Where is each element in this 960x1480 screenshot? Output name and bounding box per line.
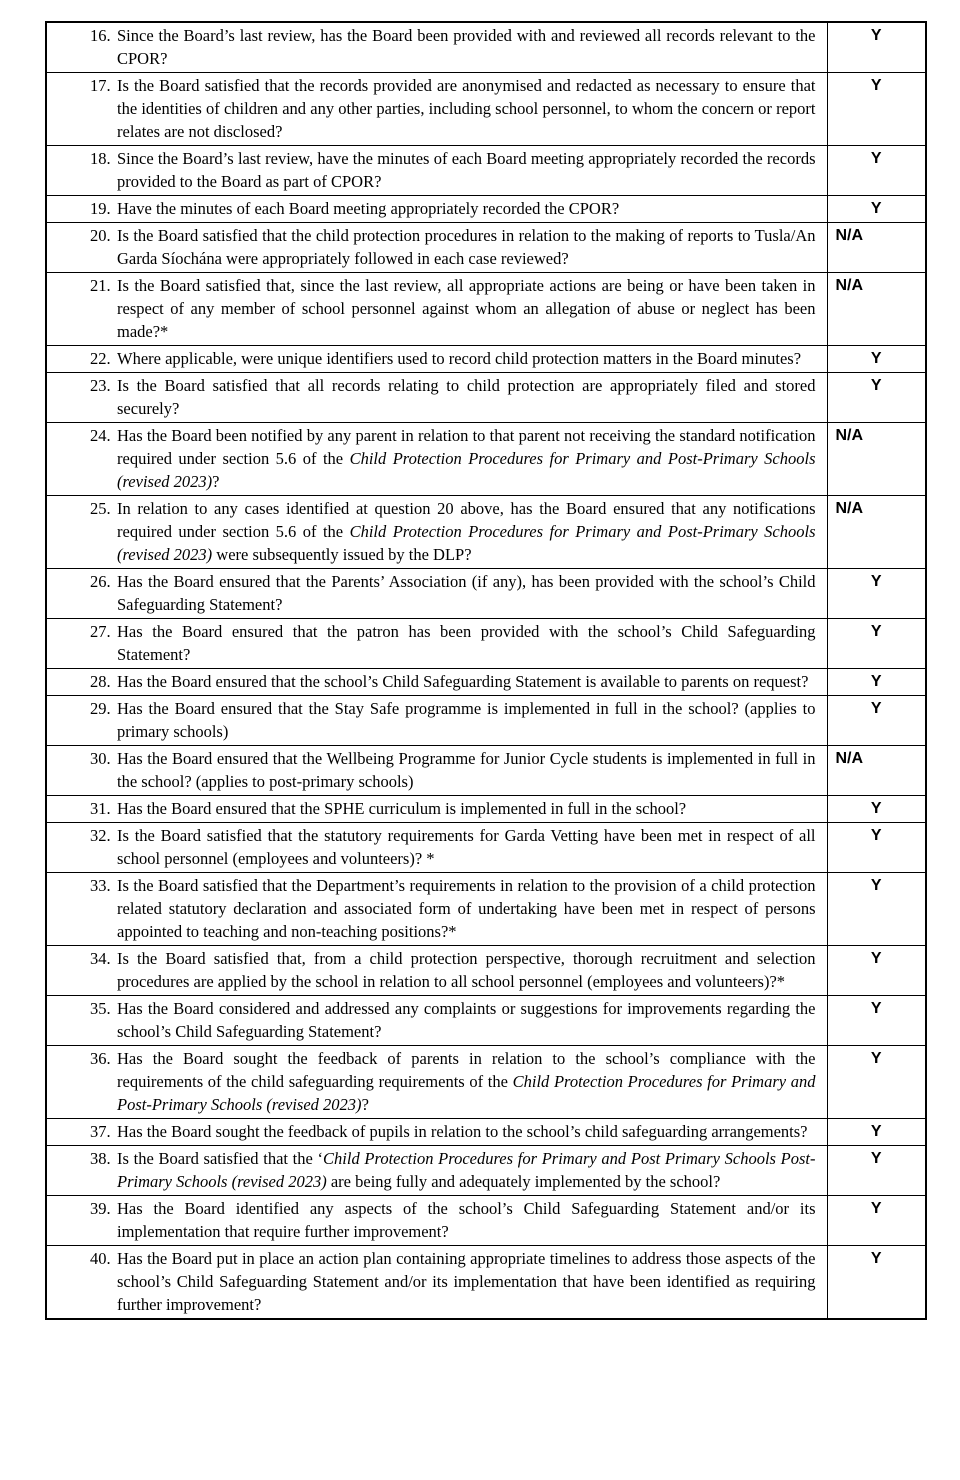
question-text-segment: Has the Board put in place an action plan containing appropriate timelines to address those aspects of the school’s Child Safeguarding Statement and/or its implementation that have been identified as requiring further improvement? — [117, 1249, 816, 1314]
answer-value: Y — [870, 1150, 882, 1167]
answer-value: Y — [870, 877, 882, 894]
answer-cell — [827, 22, 926, 73]
question-text — [117, 1049, 816, 1114]
answer-cell — [827, 696, 926, 746]
question-cell — [46, 496, 827, 569]
answer-cell — [827, 1046, 926, 1119]
question-text-segment: In relation to any cases identified at question 20 above, has the Board ensured that any notifications required under section 5.6 of the — [117, 499, 816, 541]
table-row — [46, 423, 926, 496]
question-text-segment: Is the Board satisfied that the Department’s requirements in relation to the provision of a child protection related statutory declaration and associated form of undertaking have been met in respect of persons appointed to teaching and non-teaching positions?* — [117, 876, 816, 941]
answer-value: Y — [870, 1000, 882, 1017]
question-text-segment: Has the Board ensured that the Parents’ Association (if any), has been provided with the school’s Child Safeguarding Statement? — [117, 572, 816, 614]
table-row — [46, 1046, 926, 1119]
answer-value: Y — [870, 77, 882, 94]
question-cell — [46, 22, 827, 73]
question-cell — [46, 196, 827, 223]
question-cell — [46, 146, 827, 196]
question-text — [117, 1199, 816, 1241]
answer-cell — [827, 619, 926, 669]
question-number: 20. — [90, 226, 111, 245]
answer-value: Y — [870, 950, 882, 967]
question-text — [117, 622, 816, 664]
question-text — [117, 876, 816, 941]
question-cell — [46, 1046, 827, 1119]
question-number: 21. — [90, 276, 111, 295]
answer-value: N/A — [835, 227, 864, 244]
question-text-segment: Have the minutes of each Board meeting appropriately recorded the CPOR? — [117, 199, 620, 218]
question-number: 38. — [90, 1149, 111, 1168]
question-text — [117, 499, 816, 564]
question-cell — [46, 619, 827, 669]
question-text — [117, 26, 816, 68]
question-number: 16. — [90, 26, 111, 45]
answer-cell — [827, 796, 926, 823]
table-row — [46, 746, 926, 796]
answer-cell — [827, 373, 926, 423]
table-row — [46, 273, 926, 346]
answer-value: Y — [870, 673, 882, 690]
answer-cell — [827, 873, 926, 946]
question-cell — [46, 223, 827, 273]
answer-value: Y — [870, 350, 882, 367]
answer-cell — [827, 273, 926, 346]
question-text-segment: Has the Board ensured that the Wellbeing Programme for Junior Cycle students is implemented in full in the school? (applies to post-primary schools) — [117, 749, 816, 791]
question-number: 39. — [90, 1199, 111, 1218]
question-text — [117, 799, 686, 818]
question-cell — [46, 73, 827, 146]
question-number: 31. — [90, 799, 111, 818]
question-text — [117, 276, 816, 341]
question-number: 35. — [90, 999, 111, 1018]
question-number: 17. — [90, 76, 111, 95]
table-row — [46, 823, 926, 873]
question-text — [117, 199, 619, 218]
question-number: 18. — [90, 149, 111, 168]
question-number: 27. — [90, 622, 111, 641]
answer-cell — [827, 73, 926, 146]
question-cell — [46, 946, 827, 996]
table-row — [46, 373, 926, 423]
question-text-segment: Since the Board’s last review, have the minutes of each Board meeting appropriately recorded the records provided to the Board as part of CPOR? — [117, 149, 816, 191]
question-number: 23. — [90, 376, 111, 395]
table-row — [46, 1119, 926, 1146]
question-text-segment: Since the Board’s last review, has the Board been provided with and reviewed all records relevant to the CPOR? — [117, 26, 816, 68]
question-cell — [46, 669, 827, 696]
answer-value: Y — [870, 700, 882, 717]
table-row — [46, 619, 926, 669]
answer-cell — [827, 996, 926, 1046]
question-text — [117, 226, 816, 268]
answer-cell — [827, 1146, 926, 1196]
question-text — [117, 149, 816, 191]
answer-cell — [827, 146, 926, 196]
question-text-segment: Is the Board satisfied that, since the last review, all appropriate actions are being or have been taken in respect of any member of school personnel against whom an allegation of abuse or neglect has been made?* — [117, 276, 816, 341]
question-number: 28. — [90, 672, 111, 691]
question-text — [117, 572, 816, 614]
question-text-segment: Has the Board ensured that the school’s Child Safeguarding Statement is available to parents on request? — [117, 672, 809, 691]
question-number: 40. — [90, 1249, 111, 1268]
question-text — [117, 1149, 816, 1191]
question-text-segment: Is the Board satisfied that, from a child protection perspective, thorough recruitment and selection procedures are applied by the school in relation to all school personnel (employees and volunteers)?* — [117, 949, 816, 991]
question-text — [117, 949, 816, 991]
question-text-segment: ? — [212, 472, 220, 491]
checklist-table — [45, 21, 927, 1320]
answer-value: N/A — [835, 427, 864, 444]
answer-value: Y — [870, 150, 882, 167]
answer-value: Y — [870, 800, 882, 817]
question-cell — [46, 1119, 827, 1146]
question-number: 25. — [90, 499, 111, 518]
question-text-segment: Has the Board considered and addressed any complaints or suggestions for improvements regarding the school’s Child Safeguarding Statement? — [117, 999, 816, 1041]
question-cell — [46, 823, 827, 873]
question-text — [117, 699, 816, 741]
question-cell — [46, 996, 827, 1046]
question-text-segment: Has the Board identified any aspects of the school’s Child Safeguarding Statement and/or its implementation that require further improvement? — [117, 1199, 816, 1241]
answer-cell — [827, 823, 926, 873]
question-text — [117, 376, 816, 418]
answer-value: N/A — [835, 500, 864, 517]
table-row — [46, 946, 926, 996]
question-cell — [46, 569, 827, 619]
question-text — [117, 349, 801, 368]
question-number: 26. — [90, 572, 111, 591]
question-cell — [46, 373, 827, 423]
answer-cell — [827, 223, 926, 273]
answer-cell — [827, 569, 926, 619]
question-text — [117, 749, 816, 791]
answer-cell — [827, 196, 926, 223]
question-text-italic-segment: Child Protection Procedures for Primary and Post Primary Schools Post-Primary Schools (revised 2023) — [117, 1149, 816, 1191]
answer-cell — [827, 946, 926, 996]
table-row — [46, 669, 926, 696]
question-text-italic-segment: Child Protection Procedures for Primary and Post-Primary Schools (revised 2023) — [117, 449, 816, 491]
answer-value: Y — [870, 827, 882, 844]
question-cell — [46, 746, 827, 796]
question-number: 34. — [90, 949, 111, 968]
table-row — [46, 22, 926, 73]
question-cell — [46, 1146, 827, 1196]
answer-cell — [827, 1246, 926, 1320]
answer-value: Y — [870, 27, 882, 44]
question-text-segment: Has the Board ensured that the patron has been provided with the school’s Child Safeguarding Statement? — [117, 622, 816, 664]
question-text-segment: were subsequently issued by the DLP? — [212, 545, 472, 564]
answer-cell — [827, 346, 926, 373]
table-row — [46, 696, 926, 746]
question-cell — [46, 346, 827, 373]
answer-value: Y — [870, 1123, 882, 1140]
table-row — [46, 1246, 926, 1320]
question-number: 33. — [90, 876, 111, 895]
table-row — [46, 873, 926, 946]
question-text-segment: ? — [361, 1095, 369, 1114]
answer-value: Y — [870, 1200, 882, 1217]
question-text — [117, 672, 808, 691]
answer-cell — [827, 669, 926, 696]
table-row — [46, 569, 926, 619]
question-text — [117, 1122, 808, 1141]
answer-value: Y — [870, 1050, 882, 1067]
table-row — [46, 223, 926, 273]
question-text-segment: Is the Board satisfied that the records provided are anonymised and redacted as necessary to ensure that the identities of children and any other parties, including school personnel, to whom the concern or report relates are not disclosed? — [117, 76, 816, 141]
question-cell — [46, 1246, 827, 1320]
answer-value: Y — [870, 200, 882, 217]
question-number: 19. — [90, 199, 111, 218]
checklist-table-body — [46, 22, 926, 1319]
answer-value: Y — [870, 623, 882, 640]
table-row — [46, 146, 926, 196]
question-number: 32. — [90, 826, 111, 845]
question-cell — [46, 423, 827, 496]
question-text — [117, 426, 816, 491]
answer-value: Y — [870, 1250, 882, 1267]
question-text-segment: Is the Board satisfied that all records relating to child protection are appropriately filed and stored securely? — [117, 376, 816, 418]
answer-cell — [827, 1196, 926, 1246]
question-text-segment: Where applicable, were unique identifiers used to record child protection matters in the Board minutes? — [117, 349, 802, 368]
table-row — [46, 996, 926, 1046]
question-text-segment: are being fully and adequately implemented by the school? — [326, 1172, 721, 1191]
question-cell — [46, 696, 827, 746]
answer-cell — [827, 423, 926, 496]
table-row — [46, 73, 926, 146]
table-row — [46, 496, 926, 569]
question-text-segment: Is the Board satisfied that the statutory requirements for Garda Vetting have been met in respect of all school personnel (employees and volunteers)? * — [117, 826, 816, 868]
answer-value: N/A — [835, 750, 864, 767]
table-row — [46, 196, 926, 223]
question-text — [117, 1249, 816, 1314]
question-text-segment: Has the Board ensured that the Stay Safe programme is implemented in full in the school? (applies to primary schools) — [117, 699, 816, 741]
answer-value: Y — [870, 573, 882, 590]
answer-value: N/A — [835, 277, 864, 294]
question-text-segment: Is the Board satisfied that the child protection procedures in relation to the making of reports to Tusla/An Garda Síochána were appropriately followed in each case reviewed? — [117, 226, 816, 268]
question-number: 30. — [90, 749, 111, 768]
question-text-italic-segment: Child Protection Procedures for Primary and Post-Primary Schools (revised 2023) — [117, 522, 816, 564]
question-text — [117, 999, 816, 1041]
question-number: 36. — [90, 1049, 111, 1068]
question-text — [117, 76, 816, 141]
question-text — [117, 826, 816, 868]
question-text-segment: Is the Board satisfied that the ‘ — [117, 1149, 324, 1168]
question-number: 24. — [90, 426, 111, 445]
answer-cell — [827, 1119, 926, 1146]
question-number: 29. — [90, 699, 111, 718]
question-text-italic-segment: Child Protection Procedures for Primary and Post-Primary Schools (revised 2023) — [117, 1072, 816, 1114]
question-text-segment: Has the Board been notified by any parent in relation to that parent not receiving the standard notification required under section 5.6 of the — [117, 426, 816, 468]
question-cell — [46, 273, 827, 346]
question-cell — [46, 873, 827, 946]
table-row — [46, 346, 926, 373]
answer-cell — [827, 496, 926, 569]
answer-cell — [827, 746, 926, 796]
question-cell — [46, 796, 827, 823]
question-text-segment: Has the Board ensured that the SPHE curriculum is implemented in full in the school? — [117, 799, 687, 818]
table-row — [46, 796, 926, 823]
question-number: 22. — [90, 349, 111, 368]
question-cell — [46, 1196, 827, 1246]
question-number: 37. — [90, 1122, 111, 1141]
table-row — [46, 1146, 926, 1196]
table-row — [46, 1196, 926, 1246]
question-text-segment: Has the Board sought the feedback of parents in relation to the school’s compliance with the requirements of the child safeguarding requirements of the — [117, 1049, 816, 1091]
question-text-segment: Has the Board sought the feedback of pupils in relation to the school’s child safeguarding arrangements? — [117, 1122, 808, 1141]
answer-value: Y — [870, 377, 882, 394]
